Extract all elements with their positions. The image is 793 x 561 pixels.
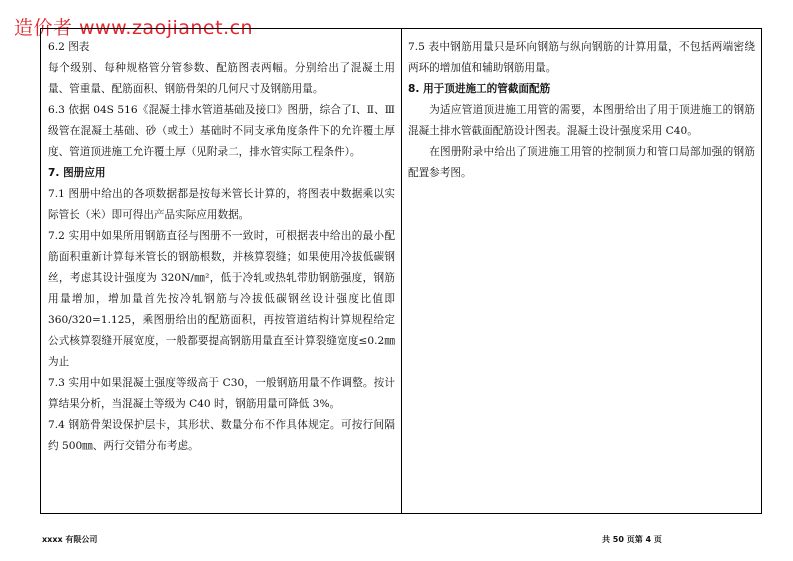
section-7-heading: 7. 图册应用 (48, 167, 106, 179)
section-6-2-heading: 6.2 图表 (48, 41, 90, 53)
footer-page-number: 共 50 页第 4 页 (602, 535, 662, 544)
section-7-3-text: 7.3 实用中如果混凝土强度等级高于 C30，一般钢筋用量不作调整。按计算结果分析，当混凝土等级为 C40 时，钢筋用量可降低 3%。 (48, 377, 395, 410)
section-8-paragraph-2: 在图册附录中给出了顶进施工用管的控制顶力和管口局部加强的钢筋配置参考图。 (408, 146, 755, 179)
section-7-4-text: 7.4 钢筋骨架设保护层卡，其形状、数量分布不作具体规定。可按行间隔约 500㎜、两行交错分布考虑。 (48, 419, 395, 452)
section-7-1-text: 7.1 图册中给出的各项数据都是按每米管长计算的，将图表中数据乘以实际管长（米）即可得出产品实际应用数据。 (48, 188, 395, 221)
right-column (402, 29, 761, 513)
section-6-3-text: 6.3 依据 04S 516《混凝土排水管道基础及接口》图册，综合了Ⅰ、Ⅱ、Ⅲ级管在混凝土基础、砂（或土）基础时不同支承角度条件下的允许覆土厚度、管道顶进施工允许覆土厚（见附录二，排水管实际工程条件）。 (48, 104, 395, 158)
document-frame (40, 28, 762, 514)
section-7-2-text: 7.2 实用中如果所用钢筋直径与图册不一致时，可根据表中给出的最小配筋面积重新计算每米管长的钢筋根数，并核算裂缝；如果使用冷拔低碳钢丝，考虑其设计强度为 320N/㎜²，低于冷轧或热轧带肋钢筋强度，钢筋用量增加，增加量首先按冷轧钢筋与冷拔低碳钢丝设计强度比值即 360/320=1.125，乘图册给出的配筋面积，再按管道结构计算规程给定公式核算裂缝开展宽度，一般都要提高钢筋用量直至计算裂缝宽度≤0.2㎜ 为止 (48, 230, 395, 368)
footer-company: xxxx 有限公司 (42, 535, 98, 544)
section-7-5-text: 7.5 表中钢筋用量只是环向钢筋与纵向钢筋的计算用量，不包括两端密绕两环的增加值和辅助钢筋用量。 (408, 41, 755, 74)
section-8-paragraph-1: 为适应管道顶进施工用管的需要，本图册给出了用于顶进施工的钢筋混凝土排水管截面配筋设计图表。混凝土设计强度采用 C40。 (408, 104, 755, 137)
section-8-heading: 8. 用于顶进施工的管截面配筋 (408, 83, 551, 95)
left-column (41, 29, 402, 513)
watermark-logo: 造价者 www.zaojianet.cn (14, 17, 254, 39)
section-6-2-text: 每个级别、每种规格管分管参数、配筋图表两幅。分别给出了混凝土用量、管重量、配筋面积、钢筋骨架的几何尺寸及钢筋用量。 (48, 62, 395, 95)
